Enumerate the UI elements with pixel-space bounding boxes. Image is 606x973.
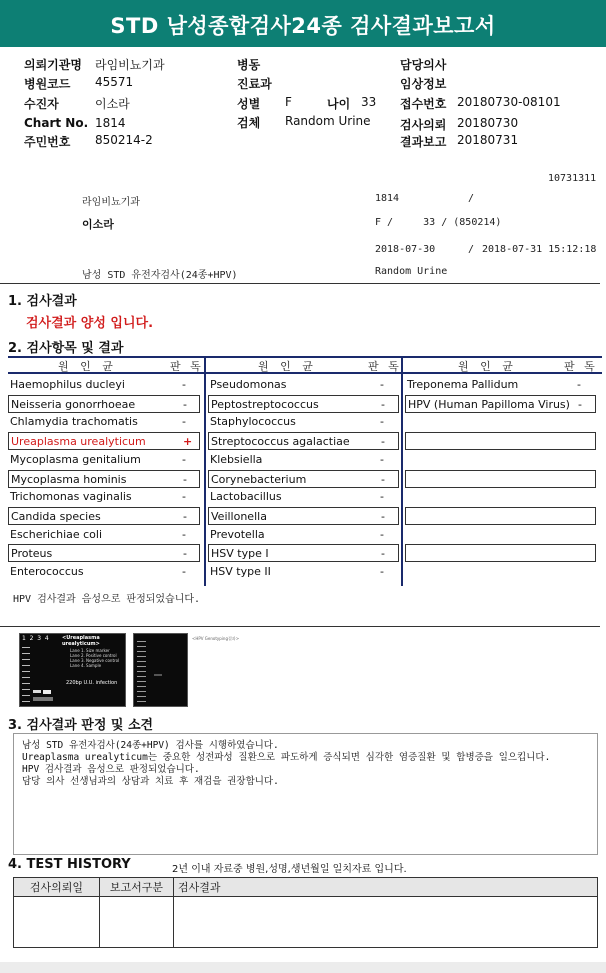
result-row (208, 451, 399, 469)
result-row (208, 376, 399, 394)
history-table (13, 877, 598, 948)
section3-title: 3. 검사결과 판정 및 소견 (8, 718, 154, 733)
value-patient: 이소라 (95, 97, 130, 111)
value-resident-no: 850214-2 (95, 133, 153, 147)
result-row (208, 563, 399, 581)
table-col-divider-2 (401, 356, 403, 586)
value-hospital-code: 45571 (95, 75, 134, 89)
organism-name: Ureaplasma urealyticum (11, 435, 146, 449)
result-row (405, 507, 596, 525)
label-specimen: 검체 (237, 116, 261, 130)
label-doctor: 담당의사 (400, 58, 447, 72)
organism-name: Chlamydia trachomatis (10, 415, 138, 429)
result-row (8, 470, 200, 488)
result-row (405, 544, 596, 562)
organism-result: - (183, 547, 187, 561)
history-cell (100, 897, 174, 948)
info-date-slash: / (468, 244, 475, 255)
section2-title: 2. 검사항목 및 결과 (8, 341, 124, 356)
divider (0, 626, 600, 627)
result-row (8, 544, 200, 562)
result-row (405, 413, 596, 431)
label-clinical-info: 임상정보 (400, 77, 447, 91)
organism-result: - (381, 397, 385, 411)
col3-result-header: 판 독 (564, 360, 598, 373)
value-receipt-no: 20180730-08101 (457, 95, 561, 109)
organism-result: - (182, 378, 186, 391)
organism-result: - (182, 490, 186, 504)
organism-name: Peptostreptococcus (211, 397, 319, 411)
gel-legend-item: Lane 2. Positive control (70, 653, 117, 658)
info-date-report: 2018-07-31 15:12:18 (482, 244, 597, 255)
label-department: 진료과 (237, 77, 272, 91)
history-col-result: 검사결과 (174, 878, 598, 897)
report-title: STD 남성종합검사24종 검사결과보고서 (0, 0, 606, 47)
organism-result: - (380, 452, 384, 466)
result-row (405, 376, 596, 394)
organism-name: Pseudomonas (210, 378, 287, 391)
gel-ladder (137, 637, 146, 703)
label-resident-no: 주민번호 (24, 135, 71, 149)
info-slash: / (468, 193, 475, 204)
table-col-divider-1 (204, 356, 206, 586)
organism-result: - (182, 527, 186, 541)
opinion-line: Ureaplasma urealyticum는 중요한 성전파성 질환으로 파도하게 증식되면 심각한 염증질환 및 합병증을 일으킵니다. (22, 752, 551, 763)
gel-image-ureaplasma (19, 633, 126, 707)
organism-name: Candida species (11, 509, 101, 523)
organism-name: Prevotella (210, 527, 265, 541)
section1-title: 1. 검사결과 (8, 294, 77, 309)
organism-name: Veillonella (211, 509, 267, 523)
result-row (8, 395, 200, 413)
result-row (8, 432, 200, 450)
organism-name: Enterococcus (10, 565, 84, 578)
result-row (8, 488, 200, 506)
opinion-box (13, 733, 598, 855)
header-block (0, 54, 606, 154)
result-row (8, 376, 200, 394)
label-request-date: 검사의뢰 (400, 118, 447, 132)
organism-name: HPV (Human Papilloma Virus) (408, 397, 570, 411)
history-col-report-type: 보고서구분 (100, 878, 174, 897)
result-row (208, 432, 399, 450)
label-hospital: 의뢰기관명 (24, 58, 82, 72)
info-chart: 1814 (375, 193, 400, 204)
gel-band-sample (43, 690, 51, 694)
gel-band (154, 674, 162, 676)
gel-legend-item: Lane 1. Size marker (70, 648, 110, 653)
value-report-date: 20180731 (457, 133, 519, 147)
value-sex: F (285, 95, 292, 109)
organism-result: - (182, 452, 186, 466)
organism-result: - (183, 472, 187, 486)
opinion-line: HPV 검사결과 음성으로 판정되었습니다. (22, 764, 200, 775)
label-ward: 병동 (237, 58, 261, 72)
result-row (405, 470, 596, 488)
result-row (405, 488, 596, 506)
hpv-note: HPV 검사결과 음성으로 판정되었습니다. (13, 594, 201, 605)
label-sex: 성별 (237, 97, 261, 111)
col1-header: 원 인 균 (58, 360, 117, 373)
history-col-request-date: 검사의뢰일 (14, 878, 100, 897)
gel-legend-item: Lane 3. Negative control (70, 658, 120, 663)
label-receipt-no: 접수번호 (400, 97, 447, 111)
result-row (405, 526, 596, 544)
hpv-genotyping-title: <HPV Genotyping결과> (192, 636, 240, 641)
info-hospital: 라임비뇨기과 (82, 197, 140, 208)
info-specimen: Random Urine (375, 266, 448, 277)
label-hospital-code: 병원코드 (24, 77, 71, 91)
result-row (208, 526, 399, 544)
result-row (8, 563, 200, 581)
divider (0, 283, 600, 284)
organism-result: - (381, 547, 385, 561)
organism-result: - (182, 415, 186, 429)
result-row (208, 413, 399, 431)
organism-name: Lactobacillus (210, 490, 282, 504)
opinion-line: 남성 STD 유전자검사(24종+HPV) 검사를 시행하였습니다. (22, 740, 279, 751)
organism-result: - (183, 509, 187, 523)
result-row (208, 488, 399, 506)
info-test-name: 남성 STD 유전자검사(24종+HPV) (82, 270, 238, 281)
history-cell (174, 897, 598, 948)
value-request-date: 20180730 (457, 116, 519, 130)
gel-image-hpv (133, 633, 188, 707)
result-row (405, 451, 596, 469)
label-patient: 수진자 (24, 97, 59, 111)
organism-name: Staphylococcus (210, 415, 296, 429)
col1-result-header: 판 독 (170, 360, 204, 373)
label-chart-no: Chart No. (24, 116, 89, 130)
organism-result: - (182, 565, 186, 578)
info-sex-age: F / 33 / (850214) (375, 217, 502, 228)
value-chart-no: 1814 (95, 116, 126, 130)
col2-header: 원 인 균 (258, 360, 317, 373)
organism-name: Klebsiella (210, 452, 263, 466)
organism-result: - (577, 378, 581, 391)
history-cell (14, 897, 100, 948)
result-row (405, 395, 596, 413)
gel-ladder (22, 644, 30, 704)
organism-result: - (381, 472, 385, 486)
organism-name: Mycoplasma genitalium (10, 452, 141, 466)
organism-name: Haemophilus ducleyi (10, 378, 125, 391)
organism-result: - (381, 509, 385, 523)
result-row (208, 507, 399, 525)
positive-result-text: 검사결과 양성 입니다. (26, 316, 154, 331)
organism-result: - (380, 527, 384, 541)
organism-result: - (380, 490, 384, 504)
label-report-date: 결과보고 (400, 135, 447, 149)
result-row (208, 544, 399, 562)
organism-name: Corynebacterium (211, 472, 307, 486)
info-date-request: 2018-07-30 (375, 244, 436, 255)
organism-name: Mycoplasma hominis (11, 472, 127, 486)
result-row (405, 563, 596, 581)
col3-header: 원 인 균 (458, 360, 517, 373)
organism-name: Treponema Pallidum (407, 378, 519, 391)
gel-legend-item: Lane 4. Sample (70, 663, 102, 668)
organism-name: HSV type II (210, 565, 271, 578)
organism-result: - (380, 565, 384, 578)
value-specimen: Random Urine (285, 114, 371, 128)
col2-result-header: 판 독 (368, 360, 402, 373)
gel-lane-numbers: 1 2 3 4 (22, 635, 49, 642)
gel-band-positive (33, 690, 41, 693)
organism-result: - (578, 397, 582, 411)
organism-name: Proteus (11, 547, 53, 561)
history-empty-row (14, 897, 598, 948)
result-row (208, 395, 399, 413)
value-age: 33 (361, 95, 377, 109)
result-row (8, 451, 200, 469)
result-row (8, 413, 200, 431)
organism-result: - (381, 435, 385, 449)
organism-result: + (183, 435, 193, 449)
result-row (8, 507, 200, 525)
gel-title: <Ureaplasma urealyticum> (62, 635, 100, 647)
info-patient: 이소라 (82, 218, 114, 231)
organism-result: - (183, 397, 187, 411)
result-row (8, 526, 200, 544)
opinion-line: 담당 의사 선생님과의 상담과 치료 후 재검을 권장합니다. (22, 776, 279, 787)
organism-name: Neisseria gonorrhoeae (11, 397, 136, 411)
result-row (208, 470, 399, 488)
organism-result: - (380, 415, 384, 429)
gel-band-label: 220bp U.U. infection (66, 680, 118, 686)
gel-legend (70, 648, 119, 668)
page-bottom-band (0, 962, 606, 973)
value-hospital: 라임비뇨기과 (95, 58, 165, 72)
section4-title: 4. TEST HISTORY (8, 857, 131, 872)
label-age: 나이 (327, 97, 351, 111)
organism-name: HSV type I (211, 547, 269, 561)
organism-result: - (380, 378, 384, 391)
report-code: 10731311 (548, 173, 597, 184)
organism-name: Escherichiae coli (10, 527, 103, 541)
history-note: 2년 이내 자료중 병원,성명,생년월일 일치자료 입니다. (172, 864, 407, 875)
organism-name: Streptococcus agalactiae (211, 435, 350, 449)
organism-name: Trichomonas vaginalis (10, 490, 132, 504)
result-row (405, 432, 596, 450)
gel-primer-dimer (33, 697, 53, 701)
